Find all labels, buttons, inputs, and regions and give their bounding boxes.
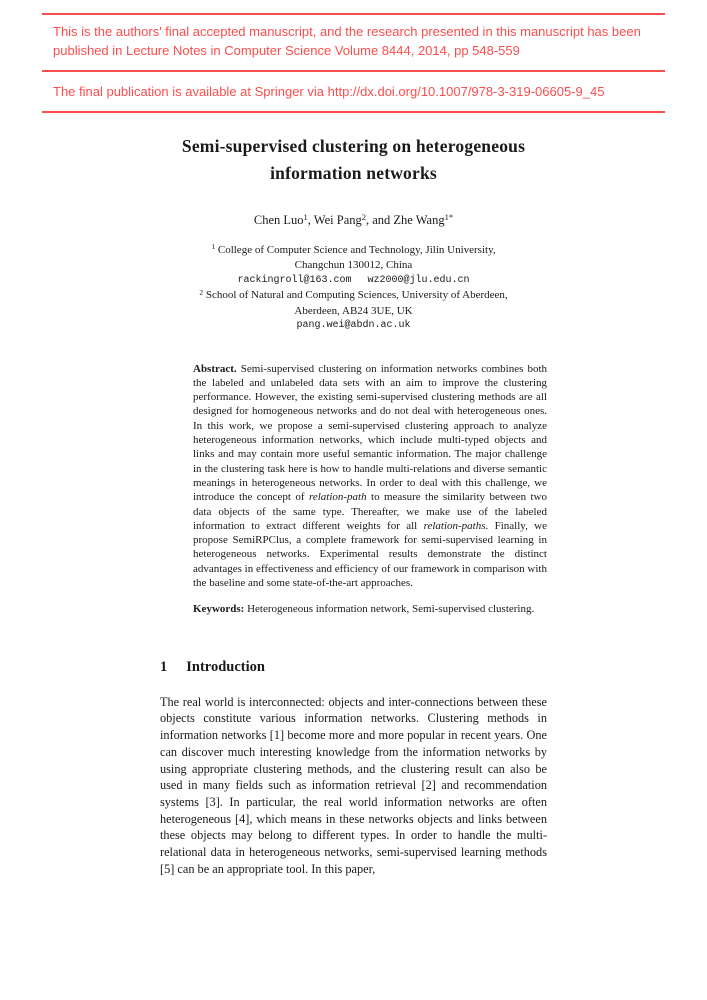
affiliation-1-text: College of Computer Science and Technology, Jilin University, <box>215 243 496 256</box>
banner-paragraph-1: This is the authors' final accepted manuscript, and the research presented in this manuscript has been published in Lecture Notes in Computer Science Volume 8444, 2014, pp 548-559 <box>53 24 641 58</box>
authors-line <box>160 213 547 228</box>
affiliation-2-text: School of Natural and Computing Sciences, University of Aberdeen, <box>203 289 508 302</box>
affiliation-2-email <box>160 319 547 333</box>
banner-middle-rule <box>42 70 665 72</box>
section-title: Introduction <box>186 658 265 675</box>
abstract-text-1: Semi-supervised clustering on information networks combines both the labeled and unlabeled data sets with an aim to improve the clustering performance. However, the existing semi-supervised clustering methods are all designed for homogeneous networks and do not deal with heterogeneous ones. In this work, we propose a semi-supervised clustering approach to analyze heterogeneous information networks, which include multi-typed objects and links and may contain more useful semantic information. The major challenge in the clustering task here is how to handle multi-relations and diverse semantic meanings in heterogeneous networks. In order to deal with this challenge, we introduce the concept of <box>193 362 547 504</box>
paper-title <box>160 133 547 187</box>
author-1-name: Chen Luo <box>253 212 304 227</box>
author-2-affiliation-marker: 2 <box>361 211 366 222</box>
keywords-label: Keywords: <box>193 603 245 616</box>
paper-content <box>160 133 547 878</box>
email-address: pang.wei@abdn.ac.uk <box>296 320 411 332</box>
abstract-italic-term-1: relation-path <box>308 491 367 504</box>
section-1-heading <box>160 659 547 676</box>
doi-link[interactable]: http://dx.doi.org/10.1007/978-3-319-06605-9_45 <box>327 83 605 99</box>
keywords-paragraph <box>193 602 547 616</box>
affiliation-1-emails <box>160 274 547 288</box>
author-1-affiliation-marker: 1 <box>303 211 308 222</box>
abstract-label: Abstract. <box>193 362 237 375</box>
email-address: wz2000@jlu.edu.cn <box>367 275 470 286</box>
affiliation-1-marker: 1 <box>211 242 216 252</box>
affiliation-1-line-2: Changchun 130012, China <box>294 259 413 272</box>
paper-title-line-1: Semi-supervised clustering on heterogeneous <box>181 135 526 156</box>
author-3-name: , and Zhe Wang <box>366 212 445 227</box>
affiliation-2-line-1 <box>160 288 547 304</box>
banner-paragraph-2 <box>53 83 654 102</box>
author-1 <box>254 213 308 227</box>
section-number: 1 <box>160 658 168 675</box>
author-2-name: , Wei Pang <box>307 212 362 227</box>
banner-top-rule <box>42 13 665 15</box>
author-3 <box>366 213 453 227</box>
banner-paragraph-2-text: The final publication is available at Springer via <box>53 83 328 99</box>
banner-bottom-rule <box>42 111 665 113</box>
affiliation-2-line-2: Aberdeen, AB24 3UE, UK <box>294 304 413 317</box>
abstract-text-2: to measure the similarity between two data objects of the same type. Thereafter, we make use of the labeled information to extract different weights for all <box>193 491 547 532</box>
affiliation-1-line-1 <box>160 243 547 259</box>
author-3-affiliation-marker: 1* <box>444 211 454 222</box>
introduction-paragraph: The real world is interconnected: objects and inter-connections between these objects constitute various information networks. Clustering methods in information networks [1] become more and more popular in recent years. One can discover much interesting knowledge from the information networks by using appropriate clustering methods, and the clustering result can also be used in many fields such as information retrieval [2] and recommendation systems [3]. In particular, the real world information networks are often heterogeneous [4], which means in these networks objects and links between these objects may belong to different types. In order to handle the multi-relational data in heterogeneous networks, semi-supervised learning methods [5] can be an appropriate tool. In this paper, <box>160 694 547 876</box>
affiliations-block <box>160 243 547 334</box>
paper-title-line-2: information networks <box>270 162 437 183</box>
abstract-paragraph <box>193 362 547 591</box>
abstract-text-3: . Finally, we propose SemiRPClus, a complete framework for semi-supervised learning in heterogeneous networks. Experimental results demonstrate the distinct advantages in effectiveness and efficiency of our framework in comparison with the baseline and some state-of-the-art approaches. <box>193 519 547 590</box>
keywords-text: Heterogeneous information network, Semi-supervised clustering. <box>244 603 535 616</box>
affiliation-2-marker: 2 <box>199 287 204 297</box>
email-address: rackingroll@163.com <box>237 275 352 286</box>
author-2 <box>308 213 366 227</box>
abstract-italic-term-2: relation-paths <box>423 519 486 532</box>
manuscript-notice-banner <box>42 13 665 113</box>
